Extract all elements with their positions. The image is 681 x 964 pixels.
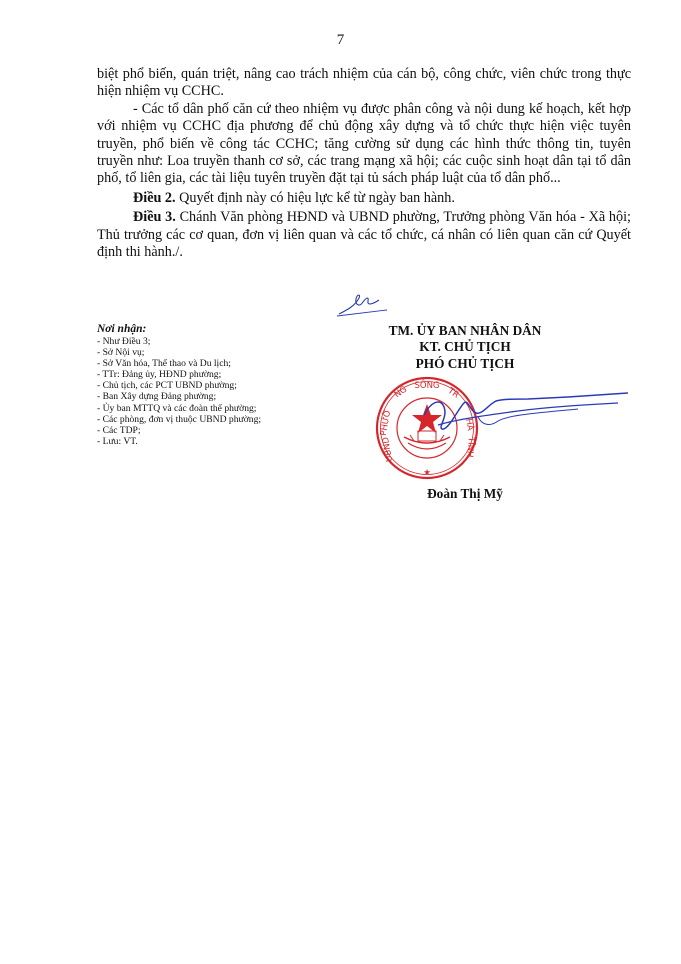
recipients-heading: Nơi nhận: [97, 323, 147, 335]
svg-text:TR: TR [445, 386, 461, 401]
recipient-item: - TTr: Đảng ủy, HĐND phường; [97, 369, 222, 381]
signature-block [380, 323, 550, 372]
recipient-item: - Sở Nội vụ; [97, 347, 145, 359]
svg-text:★: ★ [423, 468, 431, 478]
handwritten-signature [418, 385, 646, 445]
initials-mark [335, 290, 391, 318]
signature-title-1: TM. ỦY BAN NHÂN DÂN [388, 323, 542, 338]
signer-name: Đoàn Thị Mỹ [427, 486, 503, 501]
document-body [97, 66, 631, 261]
paragraph-residential-groups: - Các tổ dân phố căn cứ theo nhiệm vụ được phân công và nội dung kế hoạch, kết hợp với nhiệm vụ CCHC địa phương để chủ động xây dựng và tổ chức thực hiện việc tuyên truyền, phổ biến về công tác CCHC; tăng cường sử dụng các hình thức thông tin, tuyên truyền như: Loa truyền thanh cơ sở, các trang mạng xã hội; các cuộc sinh hoạt dân tại tổ dân phố, tổ liên gia, các tài liệu tuyên truyền đặt tại tủ sách pháp luật của tổ dân phố... [97, 100, 631, 187]
recipient-item: - Lưu: VT. [97, 435, 138, 447]
recipient-item: - Như Điều 3; [97, 336, 151, 347]
recipients-list [97, 336, 347, 447]
recipient-item: - Ủy ban MTTQ và các đoàn thể phường; [97, 402, 257, 414]
recipient-item: - Sở Văn hóa, Thể thao và Du lịch; [97, 358, 231, 370]
paragraph-continuation: biệt phổ biến, quán triệt, nâng cao trách nhiệm của cán bộ, công chức, viên chức trong thực hiện nhiệm vụ CCHC. [97, 66, 631, 100]
svg-text:TĨNH: TĨNH [464, 436, 476, 458]
recipient-item: - Các TDP; [97, 424, 141, 436]
recipients-block [97, 323, 347, 447]
svg-text:PHƯỜ: PHƯỜ [378, 408, 394, 437]
article-2 [97, 190, 631, 207]
svg-text:UBND: UBND [380, 436, 396, 463]
recipient-item: - Các phòng, đơn vị thuộc UBND phường; [97, 413, 262, 425]
page-number: 7 [336, 32, 345, 48]
recipient-item: - Chủ tịch, các PCT UBND phường; [97, 380, 237, 392]
article-3-label: Điều 3. [133, 209, 176, 226]
recipient-item: - Ban Xây dựng Đảng phường; [97, 391, 217, 403]
article-2-label: Điều 2. [133, 189, 176, 206]
svg-text:NG: NG [392, 384, 410, 401]
signature-title-3: PHÓ CHỦ TỊCH [415, 355, 515, 371]
article-2-text: Quyết định này có hiệu lực kể từ ngày ban hành. [175, 189, 455, 206]
signature-title-2: KT. CHỦ TỊCH [419, 339, 511, 355]
svg-text:SÔNG: SÔNG [414, 381, 440, 391]
article-3 [97, 209, 631, 261]
svg-text:HÀ: HÀ [462, 417, 475, 432]
article-3-text: Chánh Văn phòng HĐND và UBND phường, Trưởng phòng Văn hóa - Xã hội; Thủ trưởng các cơ quan, đơn vị liên quan và các tổ chức, cá nhân có liên quan căn cứ Quyết định thi hành./. [97, 209, 631, 261]
